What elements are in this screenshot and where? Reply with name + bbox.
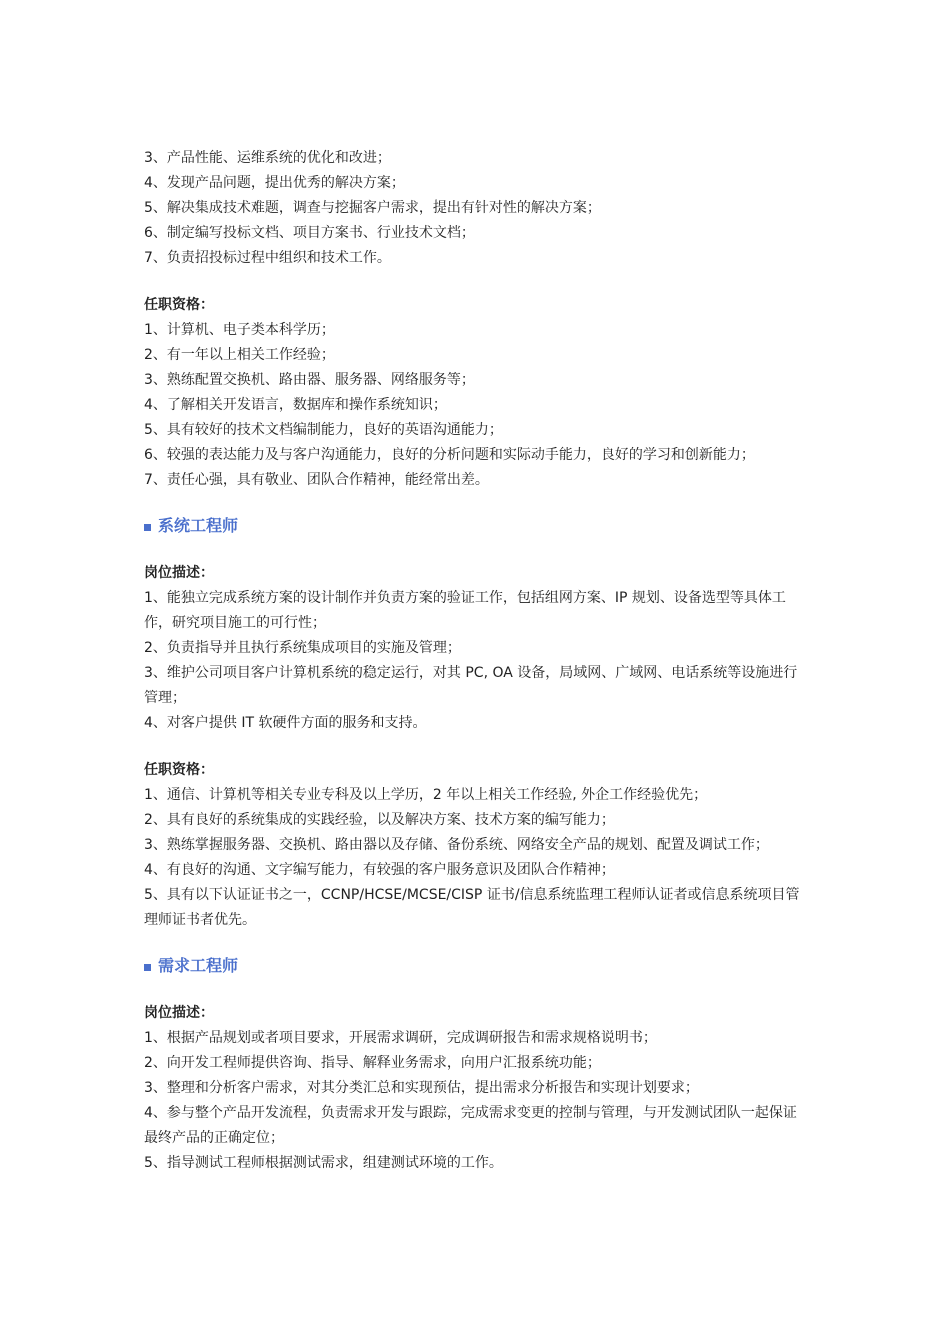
document-page [144, 146, 808, 1176]
qualification-item: 7、责任心强，具有敬业、团队合作精神，能经常出差。 [144, 472, 489, 488]
qualification-item: 3、熟练掌握服务器、交换机、路由器以及存储、备份系统、网络安全产品的规划、配置及调试工作； [144, 837, 769, 853]
description-item: 2、负责指导并且执行系统集成项目的实施及管理； [144, 640, 461, 656]
spacer [144, 979, 808, 1001]
qualification-item: 2、具有良好的系统集成的实践经验，以及解决方案、技术方案的编写能力； [144, 812, 615, 828]
qualifications-label: 任职资格： [144, 762, 214, 778]
qualification-item: 5、具有以下认证证书之一，CCNP/HCSE/MCSE/CISP 证书/信息系统监理工程师认证者或信息系统项目管理师证书者优先。 [144, 887, 800, 928]
qualification-item: 3、熟练配置交换机、路由器、服务器、网络服务等； [144, 372, 475, 388]
section-title: 需求工程师 [158, 956, 239, 975]
intro-item-3: 3、产品性能、运维系统的优化和改进； [144, 150, 391, 166]
qualification-item: 4、有良好的沟通、文字编写能力，有较强的客户服务意识及团队合作精神； [144, 862, 615, 878]
intro-item-7: 7、负责招投标过程中组织和技术工作。 [144, 250, 391, 266]
spacer [144, 539, 808, 561]
job-description-label: 岗位描述： [144, 1005, 214, 1021]
description-item: 5、指导测试工程师根据测试需求，组建测试环境的工作。 [144, 1155, 503, 1171]
description-item: 1、能独立完成系统方案的设计制作并负责方案的验证工作，包括组网方案、IP 规划、设备选型等具体工作，研究项目施工的可行性； [144, 590, 786, 631]
description-item: 1、根据产品规划或者项目要求，开展需求调研，完成调研报告和需求规格说明书； [144, 1030, 657, 1046]
qualification-item: 5、具有较好的技术文档编制能力，良好的英语沟通能力； [144, 422, 503, 438]
description-item: 3、维护公司项目客户计算机系统的稳定运行，对其 PC, OA 设备，局域网、广域网、电话系统等设施进行管理； [144, 665, 798, 706]
description-item: 3、整理和分析客户需求，对其分类汇总和实现预估，提出需求分析报告和实现计划要求； [144, 1080, 699, 1096]
description-item: 2、向开发工程师提供咨询、指导、解释业务需求，向用户汇报系统功能； [144, 1055, 601, 1071]
spacer [144, 493, 808, 513]
description-item: 4、参与整个产品开发流程，负责需求开发与跟踪，完成需求变更的控制与管理，与开发测试团队一起保证最终产品的正确定位； [144, 1105, 797, 1146]
section-title: 系统工程师 [158, 516, 239, 535]
qualification-item: 1、通信、计算机等相关专业专科及以上学历，2 年以上相关工作经验, 外企工作经验优先； [144, 787, 708, 803]
spacer [144, 736, 808, 758]
intro-item-6: 6、制定编写投标文档、项目方案书、行业技术文档； [144, 225, 475, 241]
description-item: 4、对客户提供 IT 软硬件方面的服务和支持。 [144, 715, 427, 731]
qualification-item: 6、较强的表达能力及与客户沟通能力，良好的分析问题和实际动手能力，良好的学习和创新能力； [144, 447, 755, 463]
qualification-item: 2、有一年以上相关工作经验； [144, 347, 335, 363]
intro-item-5: 5、解决集成技术难题，调查与挖掘客户需求，提出有针对性的解决方案； [144, 200, 601, 216]
square-bullet-icon [144, 524, 151, 531]
qualifications-label: 任职资格： [144, 297, 214, 313]
qualification-item: 1、计算机、电子类本科学历； [144, 322, 335, 338]
intro-item-4: 4、发现产品问题，提出优秀的解决方案； [144, 175, 405, 191]
qualification-item: 4、了解相关开发语言，数据库和操作系统知识； [144, 397, 447, 413]
job-description-label: 岗位描述： [144, 565, 214, 581]
section-heading-requirements-engineer [144, 953, 808, 979]
section-heading-system-engineer [144, 513, 808, 539]
spacer [144, 271, 808, 293]
spacer [144, 933, 808, 953]
square-bullet-icon [144, 964, 151, 971]
